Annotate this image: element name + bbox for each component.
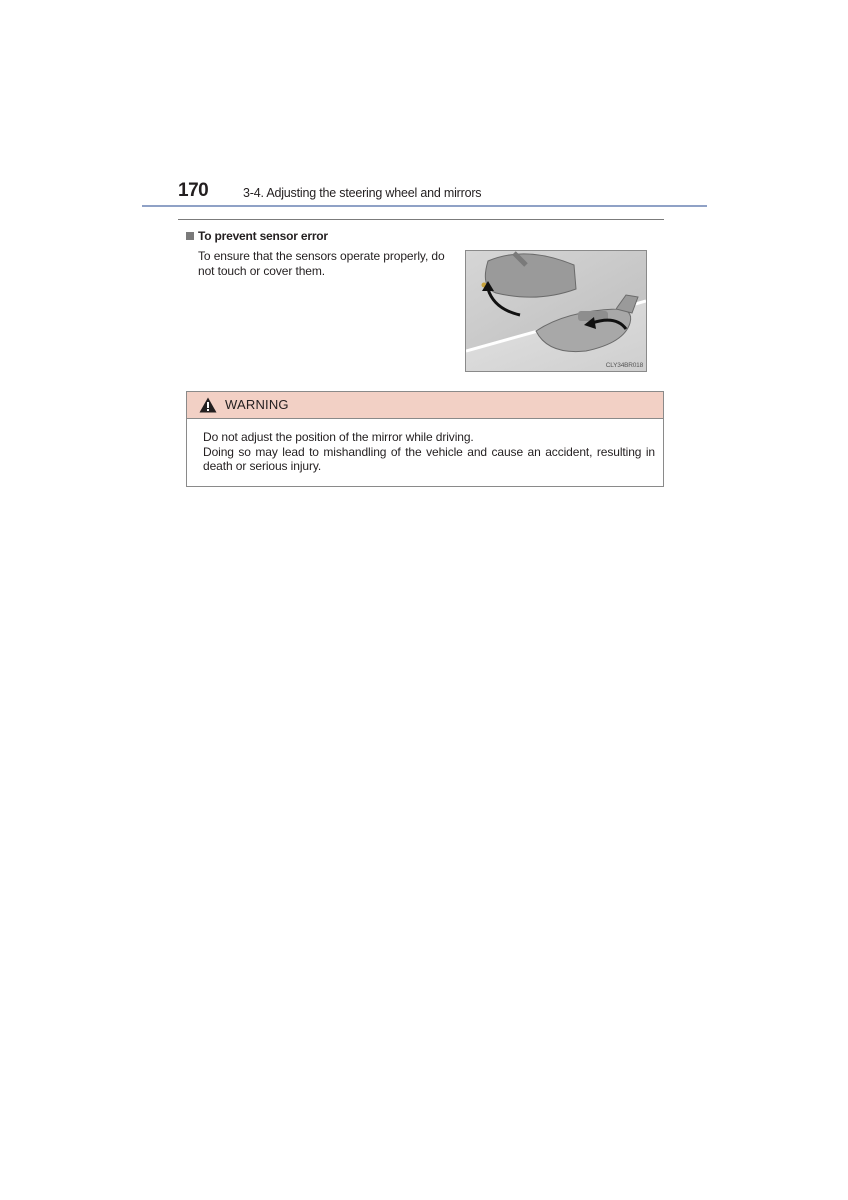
warning-header bbox=[187, 392, 663, 419]
body-text: To ensure that the sensors operate properly, do not touch or cover them. bbox=[198, 249, 445, 278]
warning-title: WARNING bbox=[225, 397, 289, 412]
warning-triangle-icon bbox=[199, 397, 217, 413]
bullet-square-icon bbox=[186, 232, 194, 240]
header-rule bbox=[142, 205, 707, 207]
warning-line: Doing so may lead to mishandling of the vehicle and cause an accident, resulting in death or serious injury. bbox=[203, 444, 655, 473]
warning-line: Do not adjust the position of the mirror while driving. bbox=[203, 430, 474, 444]
sub-rule bbox=[178, 219, 664, 220]
mirror-sensor-figure bbox=[465, 250, 647, 372]
warning-text bbox=[203, 430, 655, 474]
warning-box bbox=[186, 391, 664, 487]
figure-code: CLY34BR018 bbox=[605, 362, 643, 369]
page-number: 170 bbox=[178, 180, 209, 201]
sub-heading: To prevent sensor error bbox=[198, 229, 328, 243]
section-title: 3-4. Adjusting the steering wheel and mirrors bbox=[243, 186, 482, 200]
mirror-illustration bbox=[466, 251, 646, 371]
